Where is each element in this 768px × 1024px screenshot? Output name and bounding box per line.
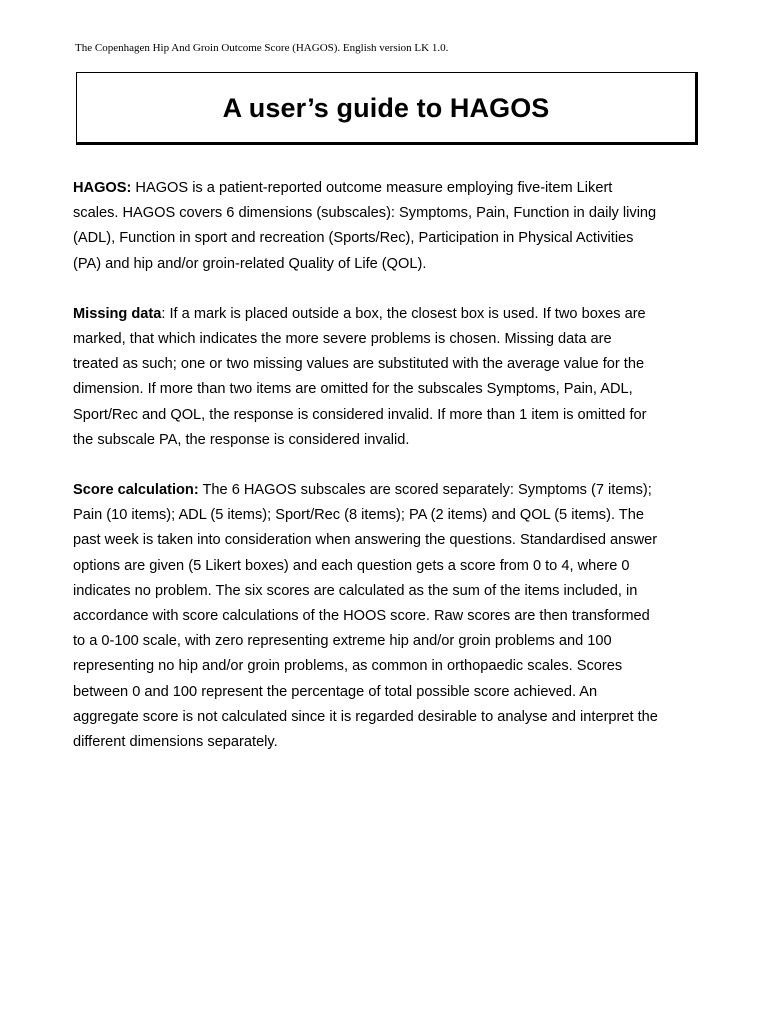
paragraph-hagos xyxy=(73,176,713,277)
paragraph-line: options are given (5 Likert boxes) and each question gets a score from 0 to 4, where 0 xyxy=(73,557,630,574)
paragraph-line: treated as such; one or two missing values are substituted with the average value for the xyxy=(73,356,645,373)
paragraph-label: HAGOS: xyxy=(73,180,132,196)
paragraph-line: to a 0-100 scale, with zero representing extreme hip and/or groin problems and 100 xyxy=(73,633,612,650)
paragraph-line: scales. HAGOS covers 6 dimensions (subscales): Symptoms, Pain, Function in daily living xyxy=(73,205,657,222)
line-text: HAGOS is a patient-reported outcome measure employing five-item Likert xyxy=(131,180,613,196)
paragraph-line: Sport/Rec and QOL, the response is considered invalid. If more than 1 item is omitted for xyxy=(73,406,647,423)
line-text: The 6 HAGOS subscales are scored separately: Symptoms (7 items); xyxy=(198,482,652,499)
paragraph-line: representing no hip and/or groin problems, as common in orthopaedic scales. Scores xyxy=(73,658,623,675)
paragraph-line xyxy=(73,478,713,503)
paragraph-line xyxy=(73,302,713,327)
paragraph-line: dimension. If more than two items are omitted for the subscales Symptoms, Pain, ADL, xyxy=(73,381,633,398)
line-text: : If a mark is placed outside a box, the closest box is used. If two boxes are xyxy=(161,305,646,322)
document-body xyxy=(73,176,713,780)
paragraph-line: the subscale PA, the response is considered invalid. xyxy=(73,431,410,448)
title-box xyxy=(76,72,698,145)
running-header: The Copenhagen Hip And Groin Outcome Score (HAGOS). English version LK 1.0. xyxy=(75,42,449,54)
paragraph-line: different dimensions separately. xyxy=(73,734,278,751)
paragraph-line: between 0 and 100 represent the percentage of total possible score achieved. An xyxy=(73,683,598,700)
paragraph-line: accordance with score calculations of the HOOS score. Raw scores are then transformed xyxy=(73,608,650,625)
paragraph-label: Score calculation: xyxy=(73,482,199,499)
paragraph-line: aggregate score is not calculated since it is regarded desirable to analyse and interpret the xyxy=(73,708,658,725)
paragraph-line: past week is taken into consideration when answering the questions. Standardised answer xyxy=(73,532,658,549)
paragraph-line: marked, that which indicates the more severe problems is chosen. Missing data are xyxy=(73,331,612,348)
paragraph-label: Missing data xyxy=(73,305,162,322)
paragraph-score-calculation xyxy=(73,478,713,755)
paragraph-missing-data xyxy=(73,302,713,453)
paragraph-line xyxy=(73,176,713,201)
paragraph-line: Pain (10 items); ADL (5 items); Sport/Rec (8 items); PA (2 items) and QOL (5 items). The xyxy=(73,507,644,524)
paragraph-line: indicates no problem. The six scores are calculated as the sum of the items included, in xyxy=(73,582,638,599)
paragraph-line: (ADL), Function in sport and recreation (Sports/Rec), Participation in Physical Activities xyxy=(73,230,634,247)
page-title: A user’s guide to HAGOS xyxy=(222,92,550,123)
paragraph-line: (PA) and hip and/or groin-related Quality of Life (QOL). xyxy=(73,255,427,272)
